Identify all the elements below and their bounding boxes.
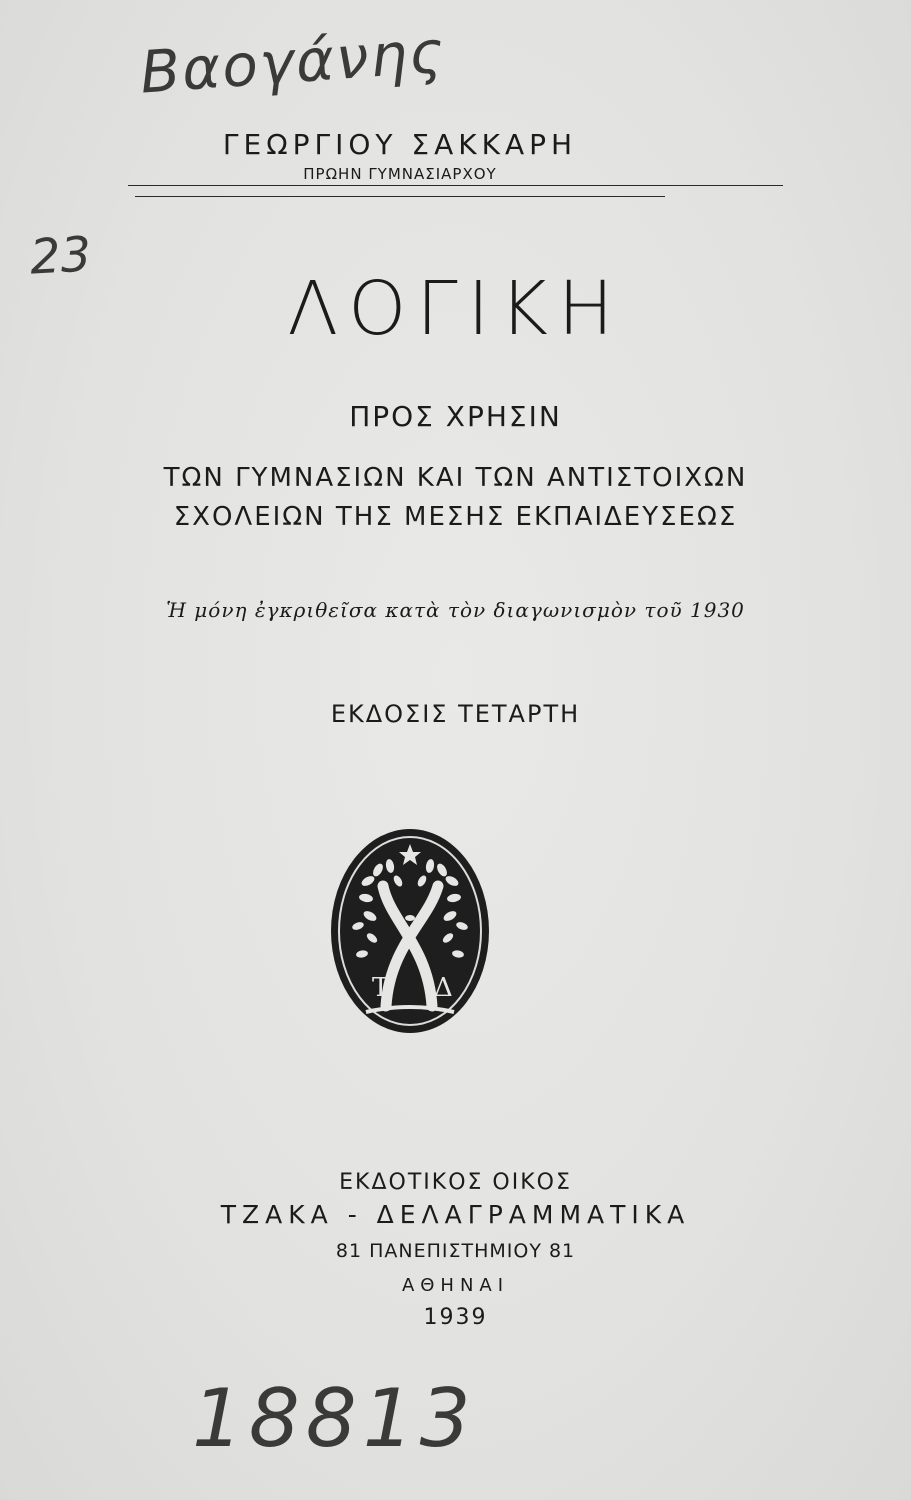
book-subtitle: ΠΡΟΣ ΧΡΗΣΙΝ xyxy=(349,400,562,433)
author-name: ΓΕΩΡΓΙΟΥ ΣΑΚΚΑΡΗ xyxy=(222,128,578,161)
publisher-address: 81 ΠΑΝΕΠΙΣΤΗΜΙΟΥ 81 xyxy=(335,1240,576,1262)
audience-line: ΤΩΝ ΓΥΜΝΑΣΙΩΝ ΚΑΙ ΤΩΝ ΑΝΤΙΣΤΟΙΧΩΝ xyxy=(163,463,748,493)
divider-rule xyxy=(135,196,665,197)
audience-line: ΣΧΟΛΕΙΩΝ ΤΗΣ ΜΕΣΗΣ ΕΚΠΑΙΔΕΥΣΕΩΣ xyxy=(173,502,738,532)
handwritten-number: 23 xyxy=(28,226,93,286)
publisher-name: ΤΖΑΚΑ - ΔΕΛΑΓΡΑΜΜΑΤΙΚΑ xyxy=(220,1200,691,1229)
divider-rule xyxy=(128,185,783,186)
tree-emblem-icon xyxy=(328,826,492,1036)
author-role: ΠΡΩΗΝ ΓΥΜΝΑΣΙΑΡΧΟΥ xyxy=(303,165,497,183)
handwritten-catalog-number: 18813 xyxy=(192,1372,477,1465)
emblem-letter-left: Τ xyxy=(372,973,390,1003)
emblem-letter-right: Δ xyxy=(434,973,453,1003)
publication-year: 1939 xyxy=(423,1305,488,1330)
publisher-city: ΑΘΗΝΑΙ xyxy=(401,1275,510,1296)
approval-note: Ἡ μόνη ἐγκριθεῖσα κατὰ τὸν διαγωνισμὸν τοῦ 1930 xyxy=(166,598,745,622)
handwritten-signature: Βαογάνης xyxy=(138,17,448,107)
edition-label: ΕΚΔΟΣΙΣ ΤΕΤΑΡΤΗ xyxy=(330,700,581,728)
publisher-label: ΕΚΔΟΤΙΚΟΣ ΟΙΚΟΣ xyxy=(339,1170,572,1195)
book-title: ΛΟΓΙΚΗ xyxy=(287,266,624,352)
